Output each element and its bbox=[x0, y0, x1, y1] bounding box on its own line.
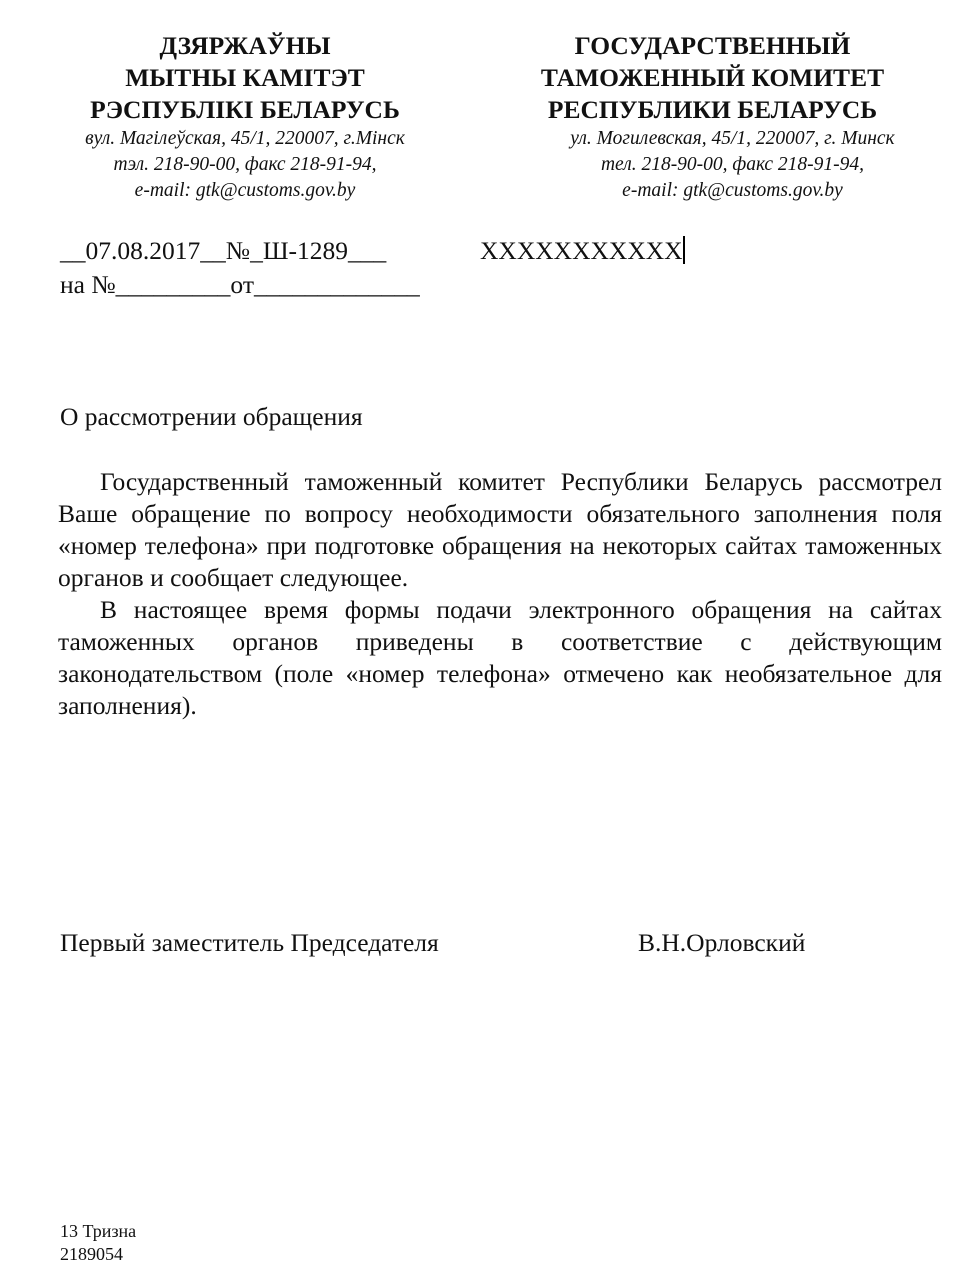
header-russian bbox=[500, 30, 925, 204]
org-title-line: ДЗЯРЖАЎНЫ bbox=[159, 31, 331, 60]
registration-block bbox=[60, 234, 420, 302]
org-phone: тэл. 218-90-00, факс 218-91-94, bbox=[113, 154, 377, 175]
incoming-reference: на №_________от_____________ bbox=[60, 270, 420, 299]
org-phone: тел. 218-90-00, факс 218-91-94, bbox=[600, 154, 865, 175]
org-title-line: ГОСУДАРСТВЕННЫЙ bbox=[574, 31, 851, 60]
org-title-line: ТАМОЖЕННЫЙ КОМИТЕТ bbox=[540, 63, 885, 92]
letter-body bbox=[58, 466, 942, 722]
org-address: вул. Магілеўская, 45/1, 220007, г.Мінск bbox=[85, 128, 405, 149]
org-title-line: РЭСПУБЛІКІ БЕЛАРУСЬ bbox=[90, 95, 400, 124]
body-paragraph: В настоящее время формы подачи электронного обращения на сайтах таможенных органов приведены в соответствие с действующим законодательством (поле «номер телефона» отмечено как необязательное для заполнения). bbox=[58, 595, 942, 720]
executor-block bbox=[60, 1220, 136, 1266]
signatory-position: Первый заместитель Председателя bbox=[60, 928, 439, 957]
signatory-name: В.Н.Орловский bbox=[638, 928, 806, 957]
text-cursor bbox=[683, 236, 685, 264]
header-belarusian bbox=[40, 30, 450, 204]
executor-name: 13 Тризна bbox=[60, 1221, 137, 1241]
executor-phone: 2189054 bbox=[60, 1244, 123, 1264]
org-email: e-mail: gtk@customs.gov.by bbox=[622, 180, 843, 201]
org-title-line: МЫТНЫ КАМІТЭТ bbox=[125, 63, 365, 92]
org-email: e-mail: gtk@customs.gov.by bbox=[134, 180, 356, 201]
recipient-field[interactable] bbox=[480, 234, 685, 268]
outgoing-number: __07.08.2017__№_Ш-1289___ bbox=[60, 236, 387, 265]
org-title-line: РЕСПУБЛИКИ БЕЛАРУСЬ bbox=[547, 95, 878, 124]
letter-subject: О рассмотрении обращения bbox=[60, 402, 363, 431]
org-address: ул. Могилевская, 45/1, 220007, г. Минск bbox=[570, 128, 895, 149]
body-paragraph: Государственный таможенный комитет Республики Беларусь рассмотрел Ваше обращение по вопросу необходимости обязательного заполнения поля «номер телефона» при подготовке обращения на некоторых сайтах таможенных органов и сообщает следующее. bbox=[58, 467, 942, 592]
recipient-text: XXXXXXXXXXX bbox=[480, 236, 683, 265]
